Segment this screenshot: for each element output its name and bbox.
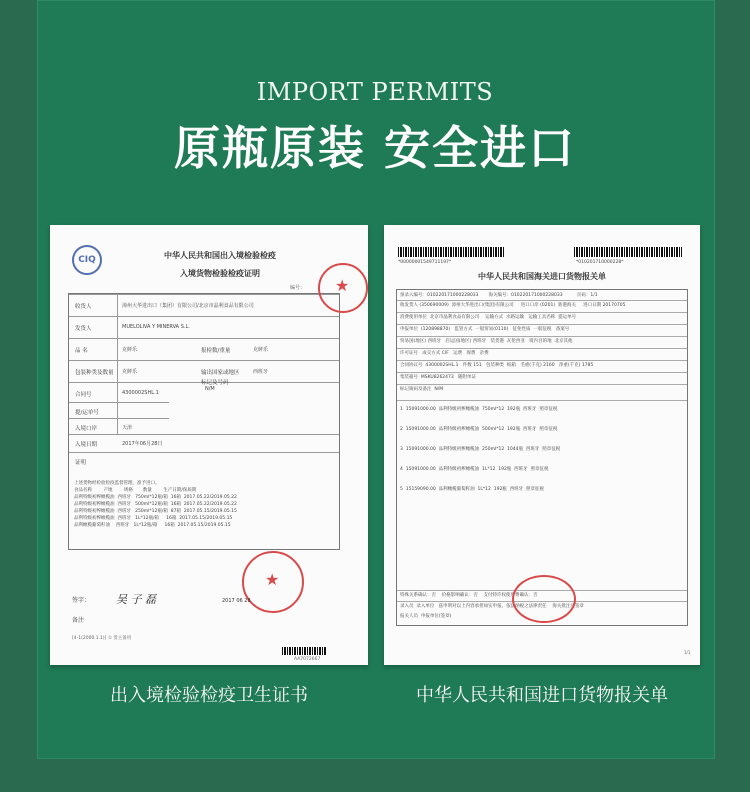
list-item: 4 15091000.00 品利特级初榨橄榄油 1L*12 192瓶 西班牙 照章征税 (400, 467, 549, 472)
row-label: 标记及号码 (201, 380, 229, 386)
table-divider (397, 324, 687, 325)
row-label: 合同号 (75, 392, 92, 398)
table-row (69, 402, 169, 416)
table-row: 录入员 录入单位 兹申明对以上内容承担如实申报、依法纳税之法律责任 海关批注及签章 (400, 604, 584, 609)
list-item: 2 15091000.00 品利特级初榨橄榄油 500ml*12 192瓶 西班牙 照章征税 (400, 427, 558, 432)
certificate-number: 编号： (290, 285, 306, 291)
table-row: 贸易国(地区) 西班牙 启运国(地区) 西班牙 装货港 瓦伦西亚 境内目的地 北京其他 (400, 339, 573, 344)
row-value: 4300002SHL.1 (122, 390, 159, 396)
row-label: 输出国家或地区 (201, 370, 240, 376)
row-label: 入境口岸 (75, 426, 98, 432)
table-row: 特殊关系确认：否 价格影响确认：否 支付特许权使用费确认：否 (400, 593, 538, 598)
handwritten-signature: 吴 子 磊 (116, 593, 156, 606)
row-value: 2017年06月28日 (122, 441, 163, 447)
table-row: 申报单位 (120898870) 监管方式 一般贸易(0110) 征免性质 一般征税 备案号 (400, 327, 570, 332)
table-divider (117, 294, 118, 434)
table-row: 合同协议号 4300002SHL.1 件数 151 包装种类 纸箱 毛重(千克) 2160 净重(千克) 1785 (400, 363, 594, 368)
table-row (69, 316, 339, 332)
star-icon: ★ (335, 276, 350, 295)
table-row: 收发货人 (350690009) 漳州大华进出口(集团)有限公司 进口口岸 (0201) 新港海关 进口日期 20170705 (400, 303, 626, 308)
table-divider (397, 400, 687, 401)
barcode-graphic (398, 247, 504, 257)
table-row (69, 418, 169, 432)
star-icon: ★ (265, 570, 280, 589)
table-row: 标记唛码及备注 N/M (400, 387, 444, 392)
row-label: 入境日期 (75, 442, 98, 448)
table-divider (397, 384, 687, 385)
list-item: 5 15159090.00 品利橄榄葡萄籽油 1L*12 192瓶 西班牙 照章征税 (400, 487, 545, 492)
signature-label: 签字： (72, 597, 91, 604)
barcode-graphic (574, 247, 682, 257)
table-row (69, 294, 339, 310)
row-label: 发货人 (75, 326, 92, 332)
row-value: 克鲜乐 (122, 369, 138, 375)
table-row (69, 360, 339, 376)
goods-list: 上述货物经检验检疫监督管理，准予进口。 食品名称 产地 规格 数量 生产日期/保质期 品利特级初榨橄榄油 西班牙 750ml*12瓶/箱 16箱 2017.05.22/2019.05.22 品利特级初榨橄榄油 西班牙 500ml*12瓶/箱 16箱 2017.05.22/2019.05.22 品利特级初榨橄榄油 西班牙 250ml*12瓶/箱 87箱 2017.05.15/2019.05.15 品利特级初榨橄榄油 西班牙 1L*12瓶/箱 16箱 2017.05.15/2019.05.15 品利橄榄葡萄籽油 西班牙 1L*12瓶/箱 16箱 2017.05.15/2019.05.15 (74, 481, 237, 528)
signature-date: 2017 06 28 (222, 598, 251, 604)
barcode-number: *010201710000228* (576, 260, 624, 265)
caption-certificate: 出入境检验检疫卫生证书 (110, 685, 308, 706)
table-row: 预录入编号：010220171000228033 海关编号：010220171000228033 页码：1/1 (400, 293, 598, 298)
table-divider (397, 348, 687, 349)
barcode-number: *00000001549711197* (398, 260, 452, 265)
table-divider (397, 300, 687, 301)
caption-customs: 中华人民共和国进口货物报关单 (416, 685, 668, 706)
table-row: 许可证号 成交方式 CIF 运费 保费 杂费 (400, 351, 489, 356)
table-row (69, 434, 339, 448)
list-item: 3 15091000.00 品利特级初榨橄榄油 250ml*12 1044瓶 西班牙 照章征税 (400, 447, 561, 452)
row-value: 天津 (122, 425, 133, 431)
row-label: 报检数/重量 (201, 348, 231, 354)
page-number: 1/1 (684, 650, 691, 655)
inspection-certificate-image (50, 225, 368, 665)
table-divider (397, 372, 687, 373)
official-stamp (318, 263, 368, 313)
certificate-footer: [4-1(2000.1.1)] ① 货主备用 (72, 636, 132, 641)
row-label: 提/运单号 (75, 410, 99, 416)
table-row (69, 338, 339, 354)
official-stamp (242, 551, 304, 613)
table-row (69, 380, 339, 398)
table-divider (397, 336, 687, 337)
barcode-number: AA7072667 (294, 657, 321, 662)
list-item: 1 15091000.00 品利特级初榨橄榄油 750ml*12 192瓶 西班牙 照章征税 (400, 407, 558, 412)
row-value: 西班牙 (253, 369, 269, 375)
table-row (69, 452, 339, 466)
barcode-graphic (282, 647, 326, 655)
row-value: MUELOLIVA Y MINERVA S.L. (122, 324, 190, 330)
table-divider (397, 312, 687, 313)
note-label: 备注 (72, 617, 85, 624)
certificate-heading: 中华人民共和国出入境检验检疫 (164, 251, 276, 260)
table-divider (397, 360, 687, 361)
row-value: 克鲜乐 (253, 347, 269, 353)
table-row: 报关人员 申报单位(签章) (400, 614, 452, 619)
row-value: 漳州大华进出口（集团）有限公司/北京市晶利食品有限公司 (122, 303, 254, 309)
row-label: 包装种类及数量 (75, 370, 114, 376)
customs-declaration-image (384, 225, 700, 665)
certificate-subheading: 入境货物检验检疫证明 (180, 269, 260, 278)
row-value: N/M (205, 386, 215, 392)
page-subtitle: IMPORT PERMITS (256, 78, 494, 106)
table-row: 消费使用单位 北京市晶利食品有限公司 运输方式 水路运输 运输工具名称 提运单号 (400, 315, 577, 320)
table-row: 集装箱号 MSKU8262473 随附单证 (400, 375, 477, 380)
official-stamp (512, 575, 576, 623)
customs-title: 中华人民共和国海关进口货物报关单 (478, 272, 606, 281)
page-title: 原瓶原装 安全进口 (173, 121, 576, 175)
row-label: 品 名 (75, 348, 88, 354)
row-label: 收货人 (75, 304, 92, 310)
row-value: 克鲜乐 (122, 347, 138, 353)
row-label: 证明 (75, 460, 87, 466)
ciq-logo-icon: CIQ (72, 245, 102, 275)
